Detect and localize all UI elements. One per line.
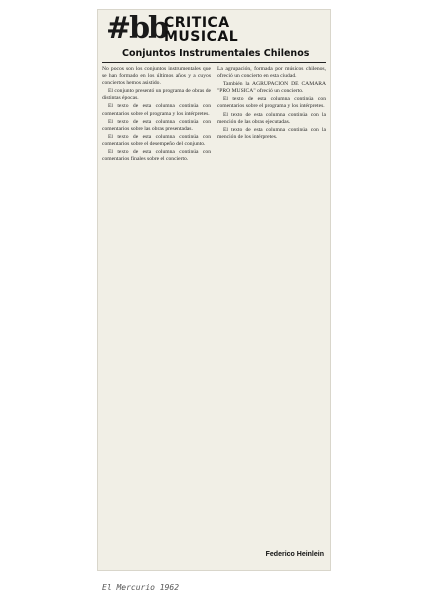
headline: Conjuntos Instrumentales Chilenos xyxy=(122,48,310,59)
article-column-right xyxy=(217,66,326,556)
section-title-line2: MUSICAL xyxy=(164,29,239,45)
article-column-left xyxy=(102,66,211,556)
paragraph: El texto de esta columna continúa con la mención de los intérpretes. xyxy=(217,126,326,140)
paragraph: El texto de esta columna continúa con la mención de las obras ejecutadas. xyxy=(217,111,326,125)
paragraph: No pocos son los conjuntos instrumentales que se han formado en los últimos años y a cuyos conciertos hemos asistido. xyxy=(102,66,211,87)
paragraph: El texto de esta columna continúa con comentarios sobre el programa y los intérpretes. xyxy=(102,103,211,117)
paragraph: El texto de esta columna continúa con comentarios sobre las obras presentadas. xyxy=(102,118,211,132)
paragraph: El texto de esta columna continúa con comentarios finales sobre el concierto. xyxy=(102,149,211,163)
paragraph: También la AGRUPACION DE CAMARA "PRO MUSICA" ofreció un concierto. xyxy=(217,81,326,95)
paragraph: El conjunto presentó un programa de obras de distintas épocas. xyxy=(102,88,211,102)
music-sharp-logo: #bb xyxy=(106,11,168,46)
paragraph: El texto de esta columna continúa con comentarios sobre el desempeño del conjunto. xyxy=(102,133,211,147)
paragraph: La agrupación, formada por músicos chilenos, ofreció un concierto en esta ciudad. xyxy=(217,66,326,80)
section-title-line1: CRITICA xyxy=(164,15,230,31)
section-title xyxy=(164,16,324,44)
handwritten-annotation: El Mercurio 1962 xyxy=(102,583,180,592)
author-signature: Federico Heinlein xyxy=(265,551,324,558)
article-body xyxy=(102,66,326,556)
article-header xyxy=(102,10,326,63)
paragraph: El texto de esta columna continúa con comentarios sobre el programa y los intérpretes. xyxy=(217,96,326,110)
newspaper-clipping xyxy=(98,10,330,570)
